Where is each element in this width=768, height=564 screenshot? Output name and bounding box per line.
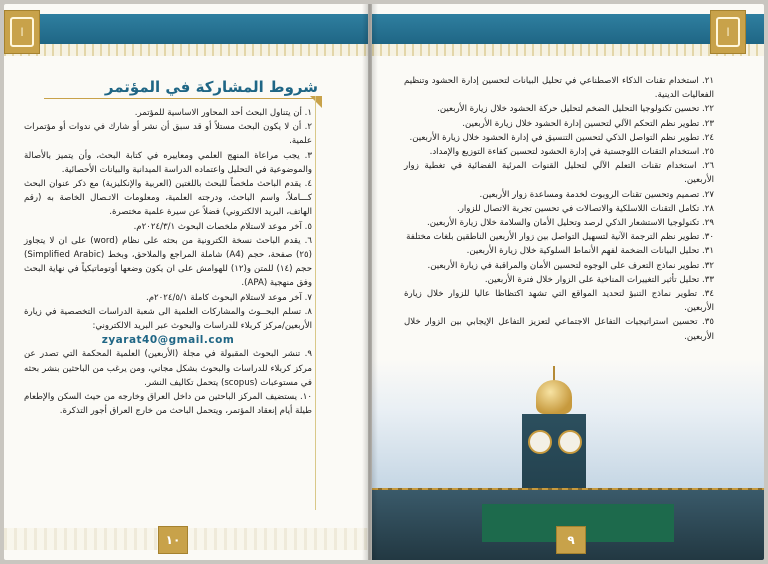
list-item: ٢٢. تحسين تكنولوجيا التحليل الضخم لتحليل حركة الحشود خلال زيارة الأربعين. bbox=[437, 104, 714, 115]
ornament-strip bbox=[4, 44, 368, 56]
book-spine bbox=[362, 4, 378, 560]
list-item: ٧. آخر موعد لاستلام البحوث كاملة ٢٠٢٤/٥/١م. bbox=[145, 292, 312, 303]
submission-email: zyarat40@gmail.com bbox=[101, 334, 235, 347]
list-item: ٢٥. استخدام التقنات اللوجستية في إدارة الحشود لتحسين كفاءة التوزيع والإمداد. bbox=[429, 147, 714, 158]
list-item: ٣. يجب مراعاة المنهج العلمي ومعاييره في كتابة البحث، وأن يتميز بالأصالة والموضوعية في التحليل واعتماده الدراسة الميدانية والبيانات الأحصائية. bbox=[24, 150, 312, 175]
list-item: ٤. يقدم الباحث ملخصاً للبحث باللغتين (العربية والإنكليزية) مع ذكر عنوان البحث كـــاملاً، واسم الباحث، ودرجته العلمية، ومعلومات الاتـصال الخاصة به (رقم الهاتف، البريد الالكتروني) فضلاً عن سيرة علمية مختصرة. bbox=[24, 179, 312, 218]
list-item: ٣٥. تحسين استراتيجيات التفاعل الاجتماعي لتعزيز التفاعل الإيجابي بين الزوار خلال الأربعين. bbox=[404, 317, 714, 342]
list-item: ٢٨. تكامل التقنات اللاسلكية والاتصالات في تحسين تجربة الاتصال للزوار. bbox=[457, 203, 714, 214]
golden-dome bbox=[536, 380, 572, 414]
page-number: ٩ bbox=[556, 526, 586, 554]
title-divider bbox=[44, 98, 318, 99]
list-item: ١. أن يتناول البحث أحد المحاور الاساسية للمؤتمر. bbox=[134, 108, 312, 118]
clock-icon bbox=[558, 430, 582, 454]
list-item: ٢٤. تطوير نظم التواصل الذكي لتحسين التنسيق في إدارة الحشود خلال زيارة الأربعين. bbox=[409, 132, 714, 143]
header-band bbox=[372, 14, 764, 44]
list-item: ٦. يقدم الباحث نسخة الكترونية من بحثه على نظام (word) على ان لا يتجاوز (٢٥) صفحة، حجم (A4) شاملة المراجع والملاحق، وبخط (Simplified Arabic) حجم (١٤) للمتن و(١٢) للهوامش على ان يكون وضعها أوتوماتيكياً في نهاية البحث وفق منهجية (APA). bbox=[24, 235, 313, 289]
list-item: ١٠. يستضيف المركز الباحثين من داخل العراق وخارجه من حيث السكن والإطعام طيلة أيام إنعقاد المؤتمر، ويتحمل الباحث من خارج العراق أجور التذكرة. bbox=[24, 392, 312, 417]
page-title: شروط المشاركة في المؤتمر bbox=[104, 78, 318, 96]
clock-icon bbox=[528, 430, 552, 454]
frame-line bbox=[315, 96, 316, 510]
list-item: ٢٧. تصميم وتحسين تقنات الروبوت لخدمة ومساعدة زوار الأربعين. bbox=[479, 189, 714, 200]
page-number: ١٠ bbox=[158, 526, 188, 554]
list-item: ٣٢. تطوير نماذج التعرف على الوجوه لتحسين الأمان والمراقبة في زيارة الأربعين. bbox=[427, 260, 714, 271]
list-item: ٣٤. تطوير نماذج التنبؤ لتحديد المواقع التي تشهد اكتظاظا عاليا للزوار خلال زيارة الأربعين. bbox=[404, 289, 714, 314]
right-page bbox=[372, 4, 764, 560]
left-page bbox=[4, 4, 368, 560]
conference-logo-icon: ا bbox=[4, 10, 40, 54]
recommendations-list bbox=[404, 74, 714, 344]
conference-logo-icon: ا bbox=[710, 10, 746, 54]
list-item: ٨. تسلم البحــوث والمشاركات العلمية الى شعبة الدراسات التخصصية في زيارة الأربعين/مركز كربلاء للدراسات والبحوث عبر البريد الالكتروني: bbox=[24, 306, 312, 332]
list-item: ٣٣. تحليل تأثير التغييرات المناخية على الزوار خلال فترة الأربعين. bbox=[484, 274, 714, 285]
list-item: ٢١. استخدام تقنات الذكاء الاصطناعي في تحليل البيانات لتحسين إدارة الحشود وتنظيم الفعاليات الدينية. bbox=[404, 76, 714, 101]
list-item: ٢٣. تطوير نظم التحكم الآلي لتحسين إدارة الحشود خلال زيارة الأربعين. bbox=[462, 118, 714, 129]
list-item: ٢٦. استخدام تقنات التعلم الآلي لتحليل القنوات المرئية الفضائية في تغطية زوار الأربعين. bbox=[404, 161, 714, 186]
list-item: ٩. تنشر البحوث المقبولة في مجلة (الأربعين) العلمية المحكمة التي تصدر عن مركز كربلاء للدراسات والبحوث بشكل مجاني، ومن يرغب من الباحثين بنشر بحثه في مستوعبات (scopus) يتحمل تكاليف النشر. bbox=[24, 349, 312, 388]
list-item: ٣١. تحليل البيانات الضخمة لفهم الأنماط السلوكية خلال زيارة الأربعين. bbox=[466, 246, 714, 257]
list-item: ٥. آخر موعد لاستلام ملخصات البحوث ٢٠٢٤/٣/١م. bbox=[133, 221, 312, 232]
header-band bbox=[4, 14, 368, 44]
conditions-list bbox=[24, 106, 312, 418]
list-item: ٢. أن لا يكون البحث مستلاً أو قد سبق أن نشر أو شارك في ندوات أو مؤتمرات علمية. bbox=[24, 122, 312, 147]
list-item: ٣٠. تطوير نظم الترجمة الآنية لتسهيل التواصل بين زوار الأربعين الناطقين بلغات مختلفة bbox=[406, 232, 714, 243]
list-item: ٢٩. تكنولوجيا الاستشعار الذكي لرصد وتحليل الأمان والسلامة خلال زيارة الأربعين. bbox=[427, 218, 714, 229]
ornament-strip bbox=[372, 44, 764, 56]
